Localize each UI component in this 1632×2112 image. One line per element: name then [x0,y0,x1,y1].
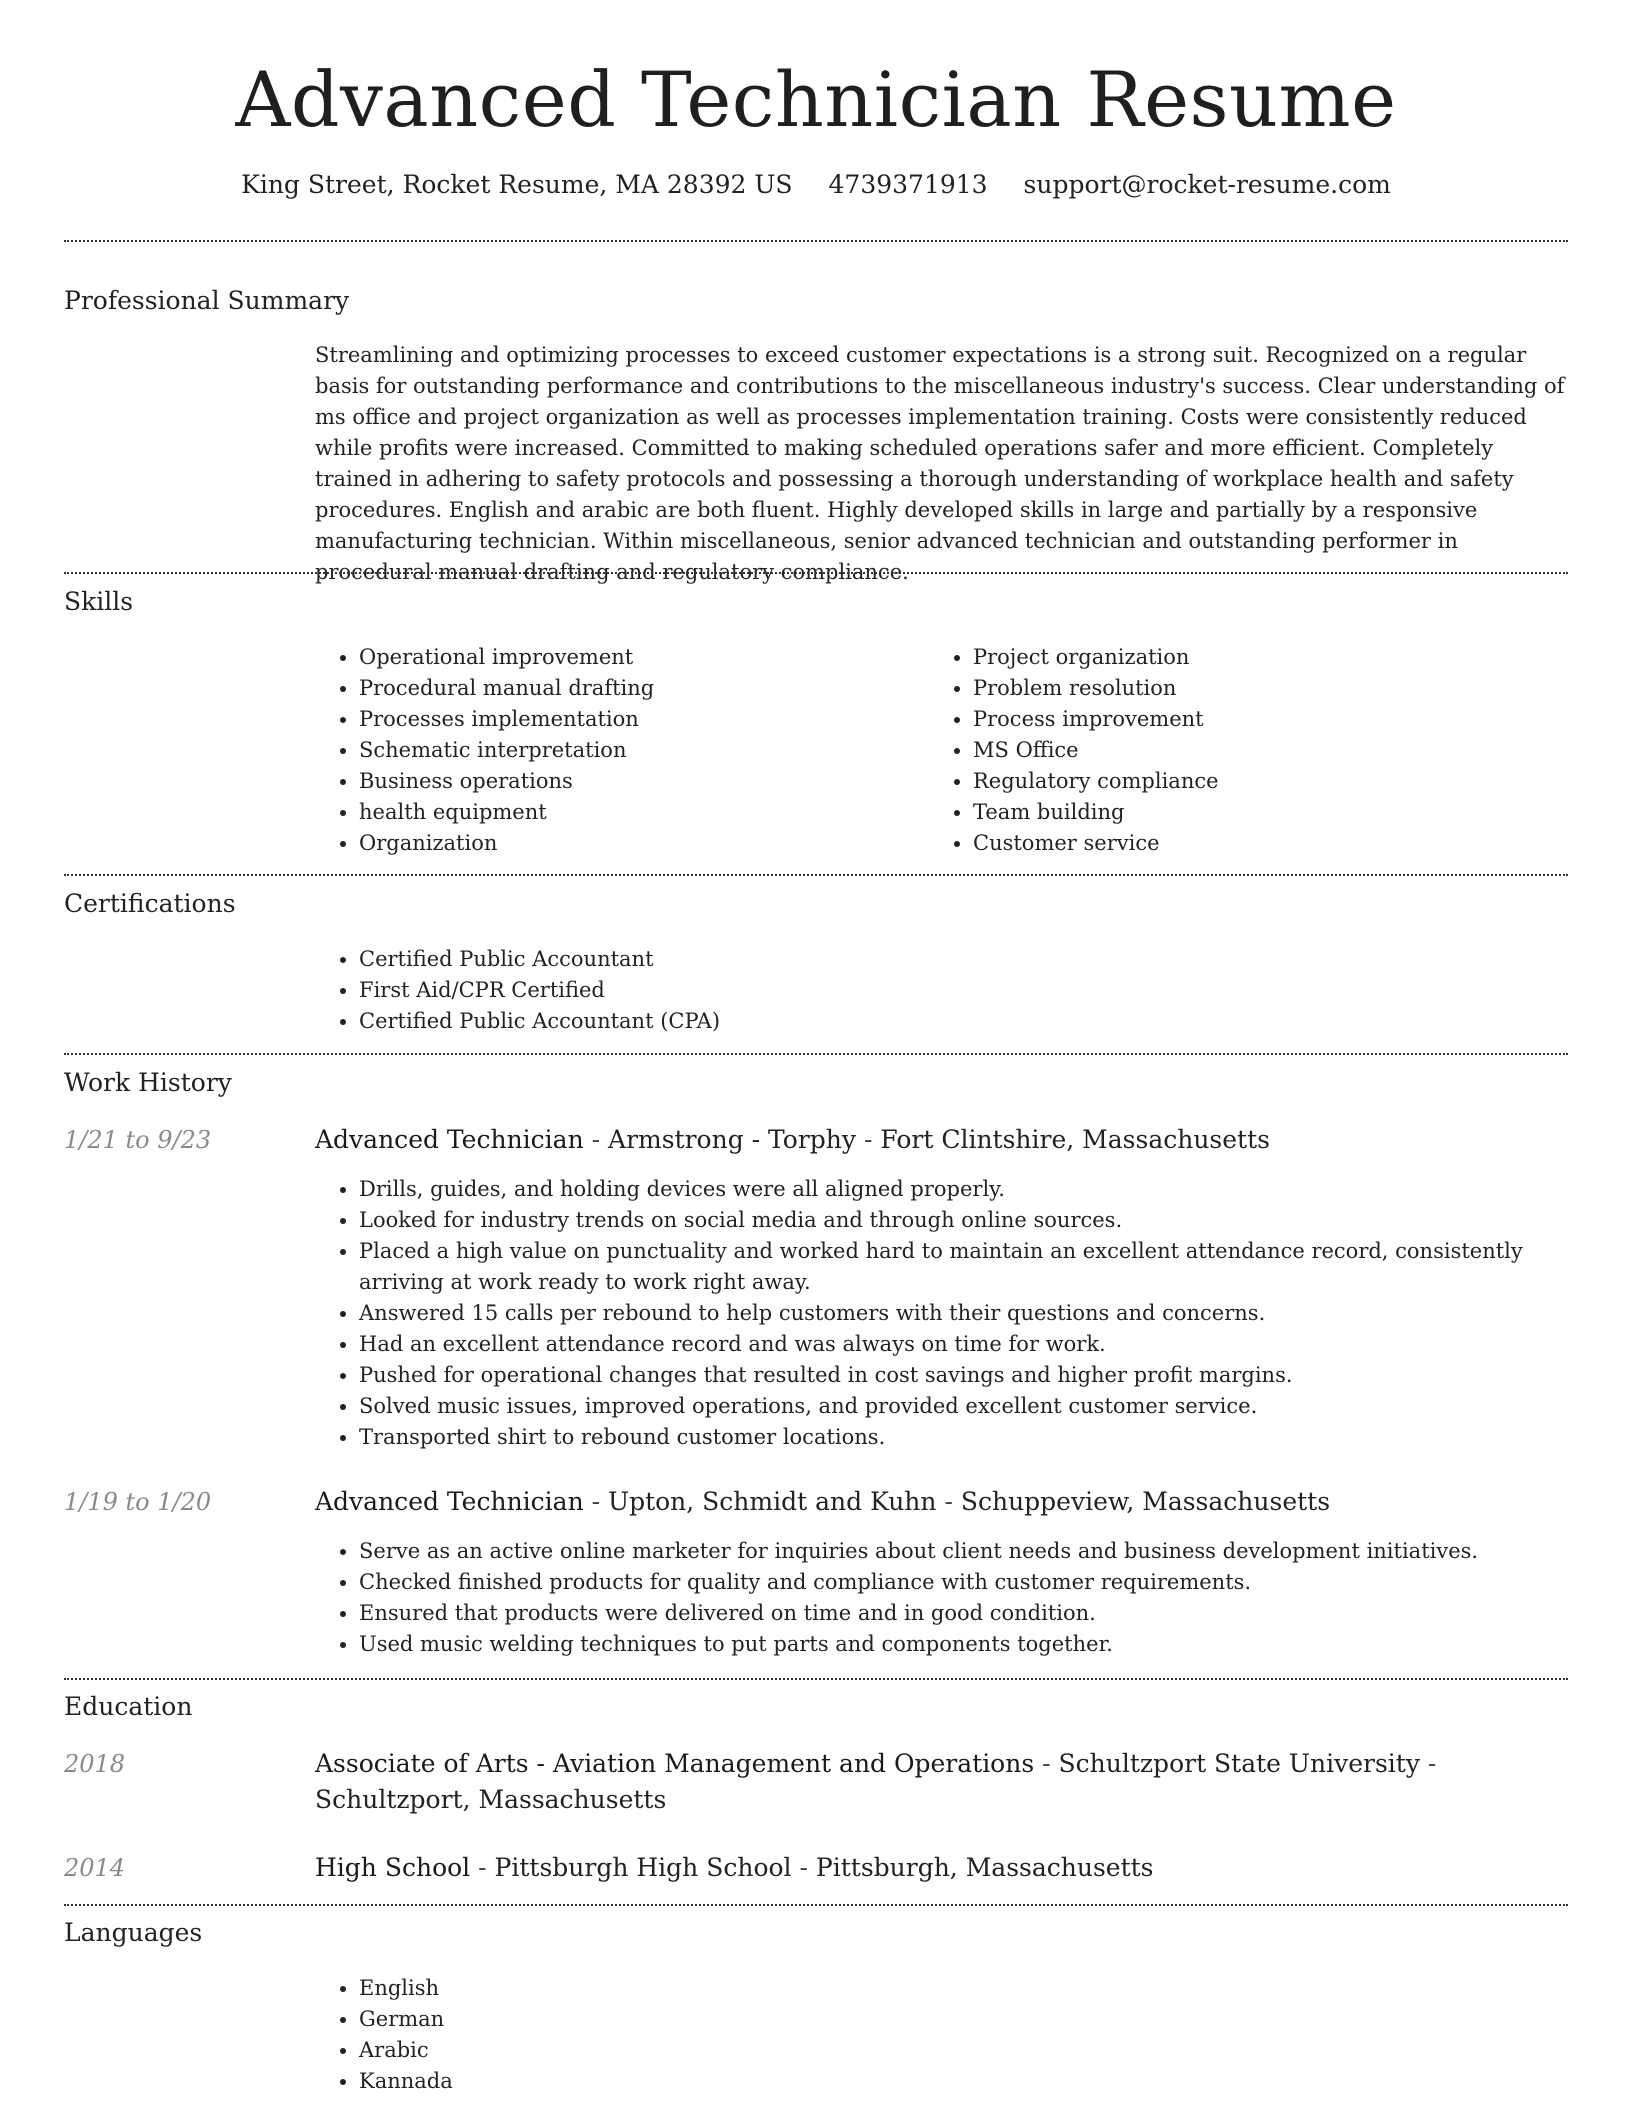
list-item: • Organization [359,828,919,859]
list-item: • Looked for industry trends on social media and through online sources. [359,1205,1589,1236]
section-divider [64,874,1568,876]
languages-list [315,1973,959,2097]
list-item: • Procedural manual drafting [359,673,919,704]
job-company: Upton, Schmidt and Kuhn [608,1487,937,1516]
list-item: • Business operations [359,766,919,797]
resume-title: Advanced Technician Resume [235,55,1397,144]
education-entry: High School - Pittsburgh High School - Pittsburgh, Massachusetts [315,1853,1154,1882]
list-item: • First Aid/CPR Certified [359,975,1559,1006]
list-item: • Certified Public Accountant (CPA) [359,1006,1559,1037]
contact-phone: 4739371913 [828,170,988,199]
job-title-line: Advanced Technician - Armstrong - Torphy - Fort Clintshire, Massachusetts [315,1125,1270,1154]
list-item: • Drills, guides, and holding devices were all aligned properly. [359,1174,1589,1205]
education-degree: Associate of Arts - Aviation Management and Operations [315,1749,1035,1778]
list-item: • Operational improvement [359,642,919,673]
education-location: Pittsburgh, Massachusetts [815,1853,1154,1882]
list-item: • Regulatory compliance [973,766,1573,797]
list-item: • Arabic [359,2035,959,2066]
job-role: Advanced Technician [315,1487,584,1516]
education-heading: Education [64,1692,193,1721]
list-item: • English [359,1973,959,2004]
list-item: • Process improvement [973,704,1573,735]
education-school: Pittsburgh High School [494,1853,792,1882]
summary-text: Streamlining and optimizing processes to exceed customer expectations is a strong suit. Recognized on a regular basis for outstanding performance and contributions to the miscellaneous industry's success. Clear understanding of ms office and project organization as well as processes implementation training. Costs were consistently reduced while profits were increased. Committed to making scheduled operations safer and more efficient. Completely trained in adhering to safety protocols and possessing a thorough understanding of workplace health and safety procedures. English and arabic are both fluent. Highly developed skills in large and partially by a responsive manufacturing technician. Within miscellaneous, senior advanced technician and outstanding performer in procedural manual drafting and regulatory compliance. [315,343,1565,584]
education-year: 2018 [64,1750,126,1778]
job-bullets [315,1536,1589,1660]
job-dates: 1/21 to 9/23 [64,1126,212,1154]
skills-list-right [929,642,1573,859]
list-item: • Had an excellent attendance record and was always on time for work. [359,1329,1589,1360]
skills-list-left [315,642,919,859]
list-item: • Placed a high value on punctuality and worked hard to maintain an excellent attendance record, consistently arriving at work ready to work right away. [359,1236,1589,1298]
section-divider [64,240,1568,242]
list-item: • Problem resolution [973,673,1573,704]
contact-email: support@rocket-resume.com [1023,170,1391,199]
list-item: • German [359,2004,959,2035]
list-item: • Schematic interpretation [359,735,919,766]
job-company: Armstrong - Torphy [608,1125,857,1154]
list-item: • Used music welding techniques to put parts and components together. [359,1629,1589,1660]
summary-heading: Professional Summary [64,286,350,315]
list-item: • Checked finished products for quality and compliance with customer requirements. [359,1567,1589,1598]
list-item: • Transported shirt to rebound customer locations. [359,1422,1589,1453]
work-heading: Work History [64,1068,232,1097]
section-divider [64,572,1568,574]
list-item: • health equipment [359,797,919,828]
list-item: • Certified Public Accountant [359,944,1559,975]
job-title-line: Advanced Technician - Upton, Schmidt and Kuhn - Schuppeview, Massachusetts [315,1487,1331,1516]
education-location: Schultzport, Massachusetts [315,1785,667,1814]
certifications-list [315,944,1559,1037]
education-school: Schultzport State University [1058,1749,1420,1778]
list-item: • Processes implementation [359,704,919,735]
job-dates: 1/19 to 1/20 [64,1488,212,1516]
certifications-heading: Certifications [64,889,236,918]
list-item: • Ensured that products were delivered on time and in good condition. [359,1598,1589,1629]
job-location: Fort Clintshire, Massachusetts [880,1125,1270,1154]
education-degree: High School [315,1853,471,1882]
list-item: • Solved music issues, improved operations, and provided excellent customer service. [359,1391,1589,1422]
section-divider [64,1053,1568,1055]
list-item: • Project organization [973,642,1573,673]
job-location: Schuppeview, Massachusetts [960,1487,1331,1516]
list-item: • Team building [973,797,1573,828]
list-item: • Kannada [359,2066,959,2097]
job-bullets [315,1174,1589,1453]
education-entry: Associate of Arts - Aviation Management and Operations - Schultzport State University - Schultzport, Massachusetts [315,1749,1437,1814]
education-year: 2014 [64,1854,126,1882]
job-role: Advanced Technician [315,1125,584,1154]
list-item: • MS Office [973,735,1573,766]
list-item: • Customer service [973,828,1573,859]
list-item: • Answered 15 calls per rebound to help customers with their questions and concerns. [359,1298,1589,1329]
skills-heading: Skills [64,587,134,616]
contact-line [0,168,1632,202]
languages-heading: Languages [64,1918,203,1947]
section-divider [64,1904,1568,1906]
contact-address: King Street, Rocket Resume, MA 28392 US [241,170,793,199]
section-divider [64,1678,1568,1680]
list-item: • Serve as an active online marketer for inquiries about client needs and business development initiatives. [359,1536,1589,1567]
list-item: • Pushed for operational changes that resulted in cost savings and higher profit margins. [359,1360,1589,1391]
